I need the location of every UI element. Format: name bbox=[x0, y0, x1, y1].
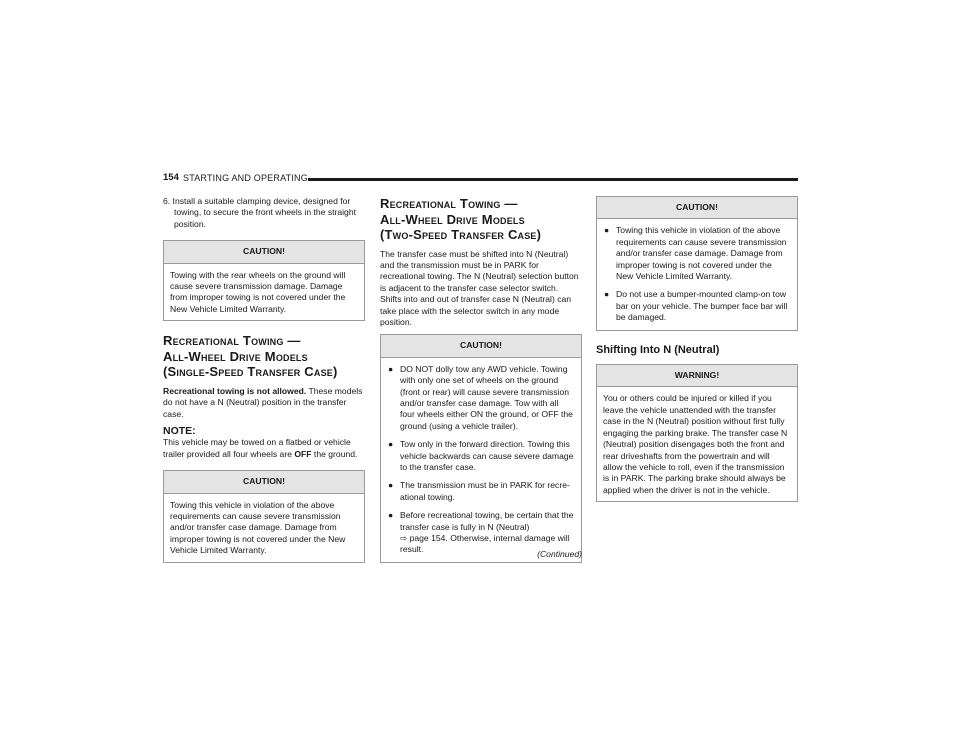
caution-title: CAUTION! bbox=[381, 335, 581, 357]
page-arrow-icon: ⇨ bbox=[400, 533, 408, 544]
heading-line-3: (Two-Speed Transfer Case) bbox=[380, 227, 542, 242]
intro-paragraph: The transfer case must be shifted into N (Neutral) and the transmission must be in PARK for recreational towing. The N (Neutral) selection button is adjacent to the transfer case selector switch. Shifts into and out of transfer case N (Neutral) can take place with the selector switch in any mode position. bbox=[380, 248, 579, 327]
note-label: NOTE: bbox=[163, 424, 196, 437]
caution-title: CAUTION! bbox=[164, 241, 364, 263]
caution-list bbox=[603, 225, 791, 323]
heading-line-1: Recreational Towing — bbox=[163, 333, 301, 349]
caution-box-rear-wheels bbox=[163, 240, 365, 321]
step-6: 6. Install a suitable clamping device, designed for towing, to secure the front wheels in the straight position. bbox=[163, 196, 357, 229]
warning-box bbox=[596, 364, 798, 502]
bullet-icon: ● bbox=[388, 480, 394, 491]
note bbox=[163, 426, 365, 460]
caution-box-tow-bar bbox=[596, 196, 798, 331]
list-item-text: Tow only in the forward direction. Towing this vehicle backwards can cause severe damage to the transfer case. bbox=[400, 439, 574, 472]
caution-box-violation bbox=[163, 470, 365, 562]
page-number: 154 bbox=[163, 172, 179, 183]
page-header bbox=[163, 172, 798, 188]
list-item bbox=[387, 480, 575, 503]
list-item-text: Before recreational towing, be certain that the transfer case is fully in N (Neutral) bbox=[400, 510, 574, 532]
not-allowed-rest: These models do not have a N (Neutral) position in the transfer case. bbox=[163, 385, 363, 419]
warning-title: WARNING! bbox=[597, 365, 797, 387]
list-item-text: Towing this vehicle in violation of the above requirements can cause severe transmission and/or transfer case damage. Damage from improper towing is not covered under the New Vehicle Limited Warranty. bbox=[616, 225, 787, 282]
column-right bbox=[596, 196, 798, 514]
heading-line-1: Recreational Towing — bbox=[380, 196, 518, 211]
list-item bbox=[387, 439, 575, 473]
bullet-icon: ● bbox=[388, 439, 394, 450]
caution-title: CAUTION! bbox=[164, 471, 364, 493]
heading-two-speed bbox=[380, 196, 582, 243]
section-title: STARTING AND OPERATING bbox=[183, 173, 308, 183]
page-ref-link[interactable]: page 154. Otherwise, internal damage will result. bbox=[400, 533, 570, 555]
bullet-icon: ● bbox=[604, 289, 610, 300]
list-item bbox=[387, 364, 575, 432]
note-text-2: the ground. bbox=[311, 448, 358, 459]
caution-text: Towing with the rear wheels on the ground will cause severe transmission damage. Damage from improper towing is not covered under the New Vehicle Limited Warranty. bbox=[170, 269, 346, 314]
header-rule bbox=[308, 178, 798, 181]
warning-text: You or others could be injured or killed if you leave the vehicle unattended with the transfer case in the N (Neutral) position without first fully engaging the parking brake. The transfer case N (Neutral) position disengages both the front and rear driveshafts from the powertrain and will allow the vehicle to roll, even if the transmission is in PARK. The parking brake should always be applied when the driver is not in the vehicle. bbox=[603, 393, 788, 495]
list-item-text: The transmission must be in PARK for recre-ational towing. bbox=[400, 480, 570, 502]
continued-label: (Continued) bbox=[537, 549, 582, 559]
subheading-shifting-neutral: Shifting Into N (Neutral) bbox=[596, 343, 720, 356]
list-item bbox=[603, 225, 791, 282]
column-left bbox=[163, 196, 365, 575]
caution-list bbox=[387, 364, 575, 556]
heading-line-2: All-Wheel Drive Models bbox=[380, 211, 525, 227]
bullet-icon: ● bbox=[388, 510, 394, 521]
not-allowed-bold: Recreational towing is not allowed. bbox=[163, 385, 307, 396]
not-allowed-paragraph bbox=[163, 386, 365, 420]
heading-single-speed bbox=[163, 333, 365, 380]
note-text-1: This vehicle may be towed on a flatbed or vehicle trailer provided all four wheels are bbox=[163, 437, 351, 459]
bullet-icon: ● bbox=[604, 225, 610, 236]
caution-text: Towing this vehicle in violation of the above requirements can cause severe transmission and/or transfer case damage. Damage from improper towing is not covered under the New Vehicle Limited Warranty. bbox=[170, 499, 346, 556]
note-off: OFF bbox=[294, 448, 312, 459]
list-item-text: Do not use a bumper-mounted clamp-on tow bar on your vehicle. The bumper face bar will be damaged. bbox=[616, 289, 788, 323]
bullet-icon: ● bbox=[388, 363, 394, 374]
heading-line-2: All-Wheel Drive Models bbox=[163, 348, 308, 364]
caution-box-awd bbox=[380, 334, 582, 563]
caution-title: CAUTION! bbox=[597, 197, 797, 219]
caution-body bbox=[597, 219, 797, 329]
list-item-text: DO NOT dolly tow any AWD vehicle. Towing with only one set of wheels on the ground (front or rear) will cause severe transmission and/or transfer case damage. Tow with all four wheels either ON the ground, or OFF the ground (using a vehicle trailer). bbox=[400, 363, 573, 431]
caution-body bbox=[381, 358, 581, 562]
heading-line-3: (Single-Speed Transfer Case) bbox=[163, 364, 338, 380]
column-middle bbox=[380, 196, 582, 575]
list-item bbox=[603, 289, 791, 323]
